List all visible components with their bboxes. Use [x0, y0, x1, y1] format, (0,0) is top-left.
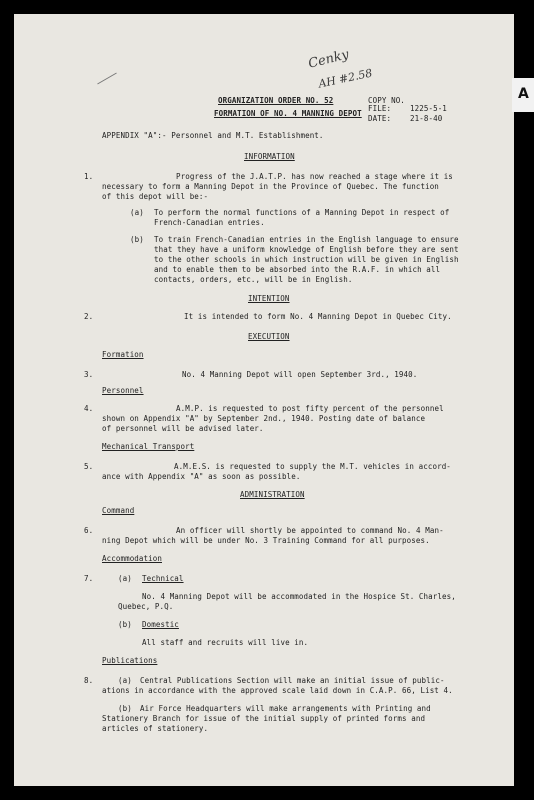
appendix-line: APPENDIX "A":- Personnel and M.T. Establishment.	[102, 131, 324, 140]
subheading-formation: Formation	[102, 350, 144, 359]
para-line: that they have a uniform knowledge of English before they are sent	[154, 245, 459, 254]
para-line: Quebec, P.Q.	[118, 602, 174, 611]
para-number: 3.	[84, 370, 94, 379]
para-line: No. 4 Manning Depot will be accommodated in the Hospice St. Charles,	[142, 592, 456, 601]
para-line: To perform the normal functions of a Manning Depot in respect of	[154, 208, 450, 217]
para-number: 5.	[84, 462, 94, 471]
para-line: French-Canadian entries.	[154, 218, 265, 227]
subheading-accommodation: Accommodation	[102, 554, 162, 563]
para-line: articles of stationery.	[102, 724, 209, 733]
para-number: 7.	[84, 574, 94, 583]
heading-intention: INTENTION	[248, 294, 290, 303]
page-tab	[512, 78, 534, 112]
subheading-mechanical-transport: Mechanical Transport	[102, 442, 195, 451]
para-line: of this depot will be:-	[102, 192, 209, 201]
para-line: An officer will shortly be appointed to command No. 4 Man-	[176, 526, 444, 535]
item-letter: (b)	[130, 235, 144, 244]
para-line: of personnel will be advised later.	[102, 424, 264, 433]
para-line: No. 4 Manning Depot will open September 3rd., 1940.	[182, 370, 418, 379]
heading-execution: EXECUTION	[248, 332, 290, 341]
para-line: necessary to form a Manning Depot in the Province of Quebec. The function	[102, 182, 439, 191]
subheading-command: Command	[102, 506, 135, 515]
para-number: 1.	[84, 172, 94, 181]
para-number: 4.	[84, 404, 94, 413]
subheading-personnel: Personnel	[102, 386, 144, 395]
para-line: To train French-Canadian entries in the English language to ensure	[154, 235, 459, 244]
para-line: A.M.P. is requested to post fifty percent of the personnel	[176, 404, 444, 413]
date-value: 21-8-40	[410, 114, 443, 123]
subheading-technical: Technical	[142, 574, 184, 583]
copy-label: COPY NO.	[368, 96, 405, 105]
para-line: A.M.E.S. is requested to supply the M.T. vehicles in accord-	[174, 462, 451, 471]
file-value: 1225-5-1	[410, 104, 447, 113]
para-line: to the other schools in which instruction will be given in English	[154, 255, 459, 264]
para-line: Stationery Branch for issue of the initial supply of printed forms and	[102, 714, 426, 723]
document-title: FORMATION OF NO. 4 MANNING DEPOT	[214, 109, 362, 118]
para-line: All staff and recruits will live in.	[142, 638, 309, 647]
heading-information: INFORMATION	[244, 152, 295, 161]
date-label: DATE:	[368, 114, 392, 123]
handwritten-note-line1: Cenky	[306, 47, 351, 72]
subheading-domestic: Domestic	[142, 620, 179, 629]
para-line: Central Publications Section will make an initial issue of public-	[140, 676, 445, 685]
para-line: ance with Appendix "A" as soon as possible.	[102, 472, 301, 481]
para-line: and to enable them to be absorbed into the R.A.F. in which all	[154, 265, 441, 274]
file-label: FILE:	[368, 104, 392, 113]
item-letter: (a)	[118, 676, 132, 685]
para-line: It is intended to form No. 4 Manning Depot in Quebec City.	[184, 312, 452, 321]
item-letter: (a)	[130, 208, 144, 217]
para-number: 6.	[84, 526, 94, 535]
para-line: Air Force Headquarters will make arrangements with Printing and	[140, 704, 431, 713]
document-page	[14, 14, 514, 786]
order-number: ORGANIZATION ORDER NO. 52	[218, 96, 334, 105]
handwritten-note-line2: AH #2.58	[317, 66, 374, 91]
subheading-publications: Publications	[102, 656, 158, 665]
item-letter: (a)	[118, 574, 132, 583]
para-line: shown on Appendix "A" by September 2nd., 1940. Posting date of balance	[102, 414, 426, 423]
item-letter: (b)	[118, 704, 132, 713]
para-number: 8.	[84, 676, 94, 685]
item-letter: (b)	[118, 620, 132, 629]
para-number: 2.	[84, 312, 94, 321]
tab-letter: A	[518, 86, 529, 102]
para-line: ations in accordance with the approved scale laid down in C.A.P. 66, List 4.	[102, 686, 453, 695]
para-line: Progress of the J.A.T.P. has now reached a stage where it is	[176, 172, 453, 181]
para-line: contacts, orders, etc., will be in English.	[154, 275, 353, 284]
heading-administration: ADMINISTRATION	[240, 490, 305, 499]
para-line: ning Depot which will be under No. 3 Training Command for all purposes.	[102, 536, 430, 545]
